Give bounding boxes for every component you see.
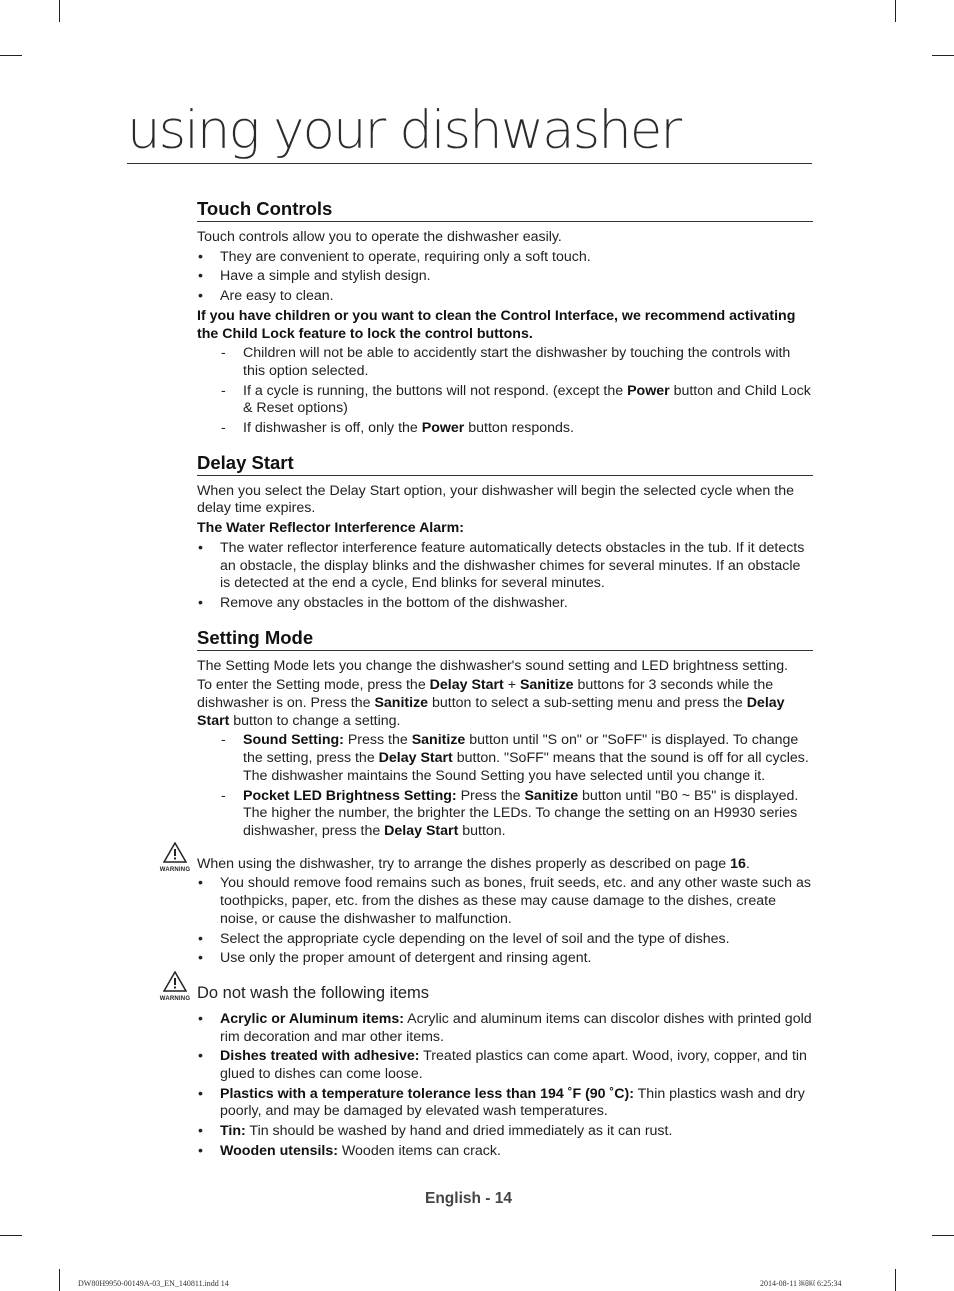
bold-text: Plastics with a temperature tolerance less than 194 ˚F (90 ˚C):: [220, 1085, 634, 1102]
text: +: [503, 677, 520, 694]
text: When using the dishwasher, try to arrange the dishes properly as described on page: [197, 855, 731, 872]
text: Press the: [343, 732, 412, 749]
title-rule: [127, 163, 812, 164]
list-item: [197, 788, 813, 841]
list-item: [197, 1123, 813, 1141]
crop-mark: [895, 1269, 896, 1291]
warning-icon: [158, 971, 192, 1005]
list-item: [197, 1048, 813, 1083]
warning-label: WARNING: [159, 995, 191, 1002]
bold-text: Power: [421, 420, 465, 437]
text: buttons for 3 seconds while the dishwasher is on. Press the: [197, 677, 774, 712]
bold-text: Delay Start: [197, 695, 785, 729]
warning-icon: [158, 842, 192, 876]
list-item: [197, 732, 813, 785]
list-item: [197, 420, 813, 438]
list-item: • Select the appropriate cycle depending on the level of soil and the type of dishes.: [197, 931, 813, 949]
main-content: [159, 198, 813, 1163]
bold-text: Dishes treated with adhesive:: [220, 1048, 420, 1065]
crop-mark: [59, 1269, 60, 1291]
crop-mark: [932, 55, 954, 56]
crop-mark: [895, 0, 896, 22]
warning-label: WARNING: [159, 866, 191, 873]
list-item: [197, 1011, 813, 1046]
text: button to select a sub-setting menu and press the: [428, 695, 747, 712]
section-heading: Touch Controls: [197, 198, 813, 222]
dash-list: [197, 345, 813, 438]
text: Acrylic and aluminum items can discolor dishes with printed gold rim decoration and mar other items.: [220, 1010, 812, 1045]
crop-mark: [0, 55, 22, 56]
bold-text: Sanitize: [374, 695, 429, 712]
text: button until "B0 ~ B5" is displayed. The higher the number, the brighter the LEDs. To change the setting on an H9930 series dishwasher, press the: [243, 787, 799, 839]
dash-list: [197, 732, 813, 840]
text: Wooden items can crack.: [337, 1142, 501, 1159]
section-heading: Delay Start: [197, 452, 813, 476]
list-item: • They are convenient to operate, requiring only a soft touch.: [197, 249, 813, 267]
list-item: • Have a simple and stylish design.: [197, 268, 813, 286]
text: To enter the Setting mode, press the: [197, 677, 430, 694]
text: button.: [458, 822, 506, 839]
warning-block: [159, 855, 813, 968]
bold-text: Pocket LED Brightness Setting:: [243, 787, 457, 804]
bullet-list: [197, 540, 813, 613]
list-item: [197, 1143, 813, 1161]
list-item: [197, 1086, 813, 1121]
text: button and Child Lock & Reset options): [243, 382, 811, 417]
list-item: • You should remove food remains such as bones, fruit seeds, etc. and any other waste such as toothpicks, paper, etc. from the dishes as these may cause damage to the dishes, create noise, or cause the dishwasher to malfunction.: [197, 875, 813, 928]
bold-text: Sanitize: [519, 677, 574, 694]
bold-text: Delay Start: [378, 750, 453, 767]
text: Thin plastics wash and dry poorly, and may be damaged by elevated wash temperatures.: [220, 1085, 805, 1120]
list-item: • Use only the proper amount of detergent and rinsing agent.: [197, 950, 813, 968]
bullet-list: [197, 1011, 813, 1161]
bold-text: Tin:: [220, 1123, 246, 1140]
page-reference: 16: [730, 855, 746, 872]
paragraph: The Setting Mode lets you change the dishwasher's sound setting and LED brightness setting.: [197, 657, 789, 674]
bullet-list: [197, 875, 813, 968]
bold-text: Delay Start: [384, 822, 459, 839]
paragraph: When you select the Delay Start option, your dishwasher will begin the selected cycle when the delay time expires.: [197, 482, 794, 517]
section-heading: Setting Mode: [197, 627, 813, 651]
footer-date-time: 2014-08-11 ￼￼ 6:25:34: [760, 1279, 842, 1288]
list-item: • The water reflector interference feature automatically detects obstacles in the tub. If it detects an obstacle, the display blinks and the dishwasher chimes for several minutes. If an obstacle is detected at the end a cycle, End blinks for several minutes.: [197, 540, 813, 593]
bold-text: Wooden utensils:: [220, 1142, 338, 1159]
list-item: - Children will not be able to accidently start the dishwasher by touching the controls with this option selected.: [197, 345, 813, 380]
alarm-heading: The Water Reflector Interference Alarm:: [197, 520, 465, 537]
text: button until "S on" or "SoFF" is displayed. To change the setting, press the: [243, 732, 799, 767]
bold-text: Delay Start: [429, 677, 504, 694]
text: button to change a setting.: [229, 712, 401, 729]
paragraph: Touch controls allow you to operate the dishwasher easily.: [197, 229, 562, 245]
text: button. "SoFF" means that the sound is off for all cycles. The dishwasher maintains the Sound Setting you have selected until you change it.: [243, 750, 809, 784]
page-title: using your dishwasher: [127, 100, 681, 161]
touch-controls-section: [197, 198, 813, 438]
warning-heading: Do not wash the following items: [197, 983, 430, 1002]
text: If a cycle is running, the buttons will not respond. (except the: [243, 382, 628, 399]
list-item: • Remove any obstacles in the bottom of the dishwasher.: [197, 595, 813, 613]
bullet-list: [197, 249, 813, 306]
delay-start-section: [197, 452, 813, 613]
bold-text: Acrylic or Aluminum items:: [220, 1010, 404, 1027]
child-lock-note: If you have children or you want to clean the Control Interface, we recommend activating the Child Lock feature to lock the control buttons.: [197, 307, 796, 342]
bold-text: Sanitize: [524, 787, 579, 804]
text: Tin should be washed by hand and dried immediately as it can rust.: [245, 1123, 673, 1140]
text: If dishwasher is off, only the: [243, 420, 422, 437]
warning-block: [159, 983, 813, 1161]
list-item: [197, 383, 813, 418]
crop-mark: [0, 1235, 22, 1236]
crop-mark: [59, 0, 60, 22]
bold-text: Sanitize: [411, 732, 466, 749]
paragraph: [197, 677, 813, 730]
bold-text: Sound Setting:: [243, 732, 344, 749]
text: Treated plastics can come apart. Wood, ivory, copper, and tin glued to dishes can come loose.: [220, 1048, 807, 1083]
list-item: • Are easy to clean.: [197, 288, 813, 306]
bold-text: Power: [627, 382, 670, 399]
text: Press the: [456, 787, 525, 804]
crop-mark: [932, 1235, 954, 1236]
text: .: [745, 855, 750, 872]
text: button responds.: [464, 420, 574, 437]
paragraph: [197, 856, 813, 874]
setting-mode-section: [197, 627, 813, 841]
page-number: English - 14: [425, 1190, 512, 1207]
footer-file-name: DW80H9950-00149A-03_EN_140811.indd 14: [78, 1279, 229, 1288]
